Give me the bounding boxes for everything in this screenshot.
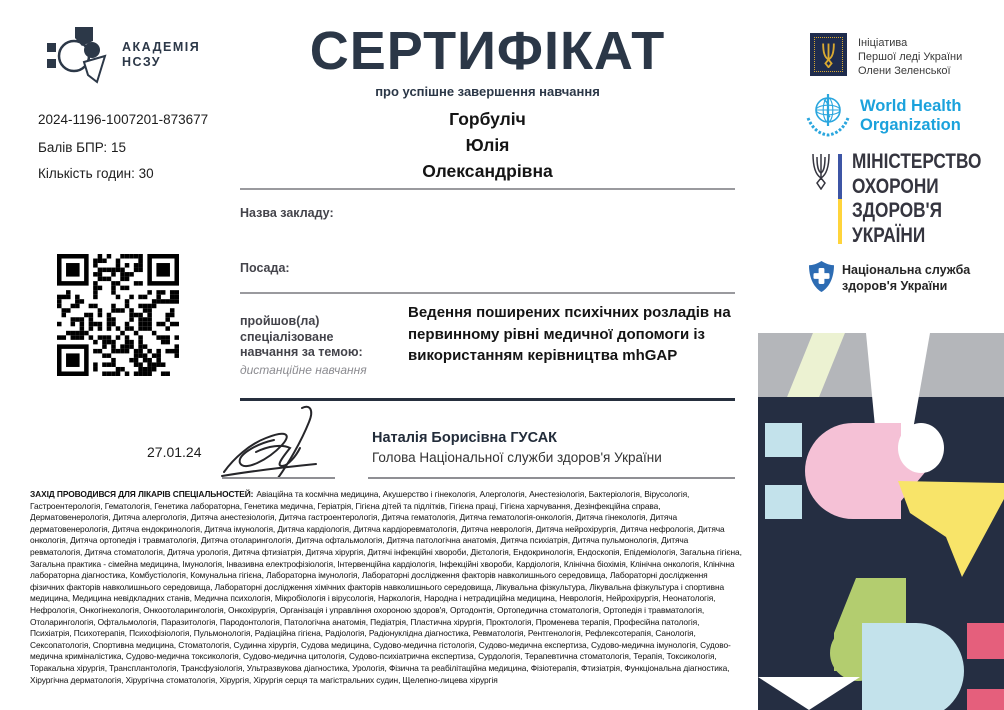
specialties-text: Авіаційна та космічна медицина, Акушерство і гінекологія, Алергологія, Анестезіологія, Бактеріологія, Вірусологія, Гастроентерологія, Гематологія, Генетика лабораторна, Генетика медична, Геріатрія, Гігієна дітей та підлітків, Гігієна праці, Гігієна харчування, Дезінфекційна справа, Дерматовенерологія, Дитяча алергологія, Дитяча анестезіологія, Дитяча гастроентерологія, Дитяча гематологія, Дитяча гематологія-онкологія, Дитяча гінекологія, Дитяча дерматовенерологія, Дитяча ендокринологія, Дитяча імунологія, Дитяча кардіологія, Дитяча кардіоревматологія, Дитяча неврологія, Дитяча нейрохірургія, Дитяча нефрологія, Дитяча онкологія, Дитяча ортопедія і травматологія, Дитяча отоларингологія, Дитяча офтальмологія, Дитяча патологічна анатомія, Дитяча психіатрія, Дитяча пульмонологія, Дитяча ревматологія, Дитяча стоматологія, Дитяча урологія, Дитяча фтизіатрія, Дитяча хірургія, Дитячі інфекційні хвороби, Дієтологія, Ендокринологія, Ендоскопія, Епідеміологія, Загальна гігієна, Загальна практика - сімейна медицина, Імунологія, Інвазивна електрофізіологія, Інтервенційна кардіологія, Інфекційні хвороби, Кардіологія, Клінічна біохімія, Клінічна онкологія, Клінічна лабораторна діагностика, Комбустіологія, Комунальна гігієна, Лабораторна імунологія, Лабораторні дослідження факторів навколишнього середовища, Лабораторні дослідження фізичних факторів навколишнього середовища, Лабораторні дослідження хімічних факторів навколишнього середовища, Лікувальна фізкультура, Лікувальна фізкультура і спортивна медицина, Медицина невідкладних станів, Медична психологія, Мікробіологія і вірусологія, Наркологія, Народна і нетрадиційна медицина, Неврологія, Нейрохірургія, Неонатологія, Нефрологія, Онкогінекологія, Онкоотоларингологія, Онкохірургія, Організація і управління охороною здоров'я, Ортодонтія, Ортопедична стоматологія, Ортопедія і травматологія, Отоларингологія, Офтальмологія, Паразитологія, Пародонтологія, Патологічна анатомія, Педіатрія, Пластична хірургія, Проктологія, Променева терапія, Професійна патологія, Психіатрія, Психотерапія, Психофізіологія, Пульмонологія, Радіаційна гігієна, Радіологія, Радіонуклідна діагностика, Ревматологія, Рентгенологія, Рефлексотерапія, Санологія, Сексопатологія, Спортивна медицина, Стоматологія, Судинна хірургія, Судова медицина, Судово-медична гістологія, Судово-медична експертиза, Судово-медична імунологія, Судово-медична криміналістика, Судово-медична токсикологія, Судово-медична цитологія, Судово-психіатрична експертиза, Сурдологія, Терапевтична стоматологія, Терапія, Токсикологія, Торакальна хірургія, Трансплантологія, Трансфузіологія, Ультразвукова діагностика, Урологія, Фізична та реабілітаційна медицина, Фізіотерапія, Фтизіатрія, Функціональна діагностика, Хірургічна дерматологія, Хірургічна стоматологія, Хірургія, Хірургія серця та магістральних судин, Щелепно-лицева хірургія bbox=[30, 489, 742, 685]
moh-flag-bar bbox=[838, 154, 842, 244]
recipient-name bbox=[240, 106, 735, 184]
decorative-shape bbox=[765, 423, 802, 457]
divider bbox=[240, 188, 735, 190]
nszu-label: Національна служба здоров'я України bbox=[842, 263, 971, 293]
decorative-shape bbox=[898, 423, 944, 473]
position-label: Посада: bbox=[240, 261, 290, 275]
certificate-number: 2024-1196-1007201-873677 bbox=[38, 112, 209, 127]
decorative-art-panel bbox=[758, 333, 1004, 710]
decorative-shape bbox=[805, 423, 901, 519]
signer-title: Голова Національної служби здоров'я України bbox=[372, 450, 662, 465]
institution-label: Назва закладу: bbox=[240, 206, 334, 220]
qr-code bbox=[57, 254, 179, 376]
who-label: World Health Organization bbox=[860, 97, 962, 134]
nszu-shield-icon bbox=[808, 260, 835, 298]
recipient-first-name: Юлія bbox=[465, 135, 510, 155]
issue-date: 27.01.24 bbox=[147, 444, 202, 460]
divider bbox=[240, 292, 735, 294]
academy-logo-line2: НСЗУ bbox=[122, 55, 162, 69]
divider-thick bbox=[240, 398, 735, 401]
recipient-last-name: Горбуліч bbox=[449, 109, 526, 129]
signer-line bbox=[368, 477, 735, 479]
signature-line bbox=[222, 477, 335, 479]
page-subtitle: про успішне завершення навчання bbox=[375, 84, 600, 99]
decorative-shape bbox=[862, 623, 964, 710]
page-title: СЕРТИФІКАТ bbox=[309, 21, 666, 81]
decorative-shape bbox=[765, 485, 802, 519]
bpr-points: Балів БПР: 15 bbox=[38, 140, 126, 155]
academy-nszu-logo bbox=[46, 26, 200, 89]
decorative-shape bbox=[967, 623, 1004, 659]
signer-name: Наталія Борисівна ГУСАК bbox=[372, 430, 558, 446]
first-lady-emblem bbox=[810, 33, 847, 76]
hours-count: Кількість годин: 30 bbox=[38, 166, 154, 181]
first-lady-label: Ініціатива Першої леді України Олени Зеленської bbox=[858, 37, 963, 77]
completion-label: пройшов(ла) спеціалізоване навчання за темою: bbox=[240, 314, 363, 359]
moh-label: МІНІСТЕРСТВО ОХОРОНИ ЗДОРОВ'Я УКРАЇНИ bbox=[852, 150, 982, 247]
moh-trident-icon bbox=[809, 152, 833, 195]
who-emblem-icon bbox=[804, 90, 852, 143]
course-topic: Ведення поширених психічних розладів на первинному рівні медичної допомоги із використанням керівництва mhGAP bbox=[408, 304, 731, 364]
decorative-shape bbox=[967, 689, 1004, 710]
academy-logo-line1: АКАДЕМІЯ bbox=[122, 40, 201, 54]
specialties-list bbox=[30, 489, 742, 686]
trident-gold-icon bbox=[814, 37, 843, 72]
specialties-heading: ЗАХІД ПРОВОДИВСЯ ДЛЯ ЛІКАРІВ СПЕЦІАЛЬНОСТЕЙ: bbox=[30, 489, 254, 499]
academy-nszu-logo-icon bbox=[46, 26, 108, 89]
training-mode: дистанційне навчання bbox=[240, 363, 367, 377]
recipient-middle-name: Олександрівна bbox=[422, 161, 553, 181]
